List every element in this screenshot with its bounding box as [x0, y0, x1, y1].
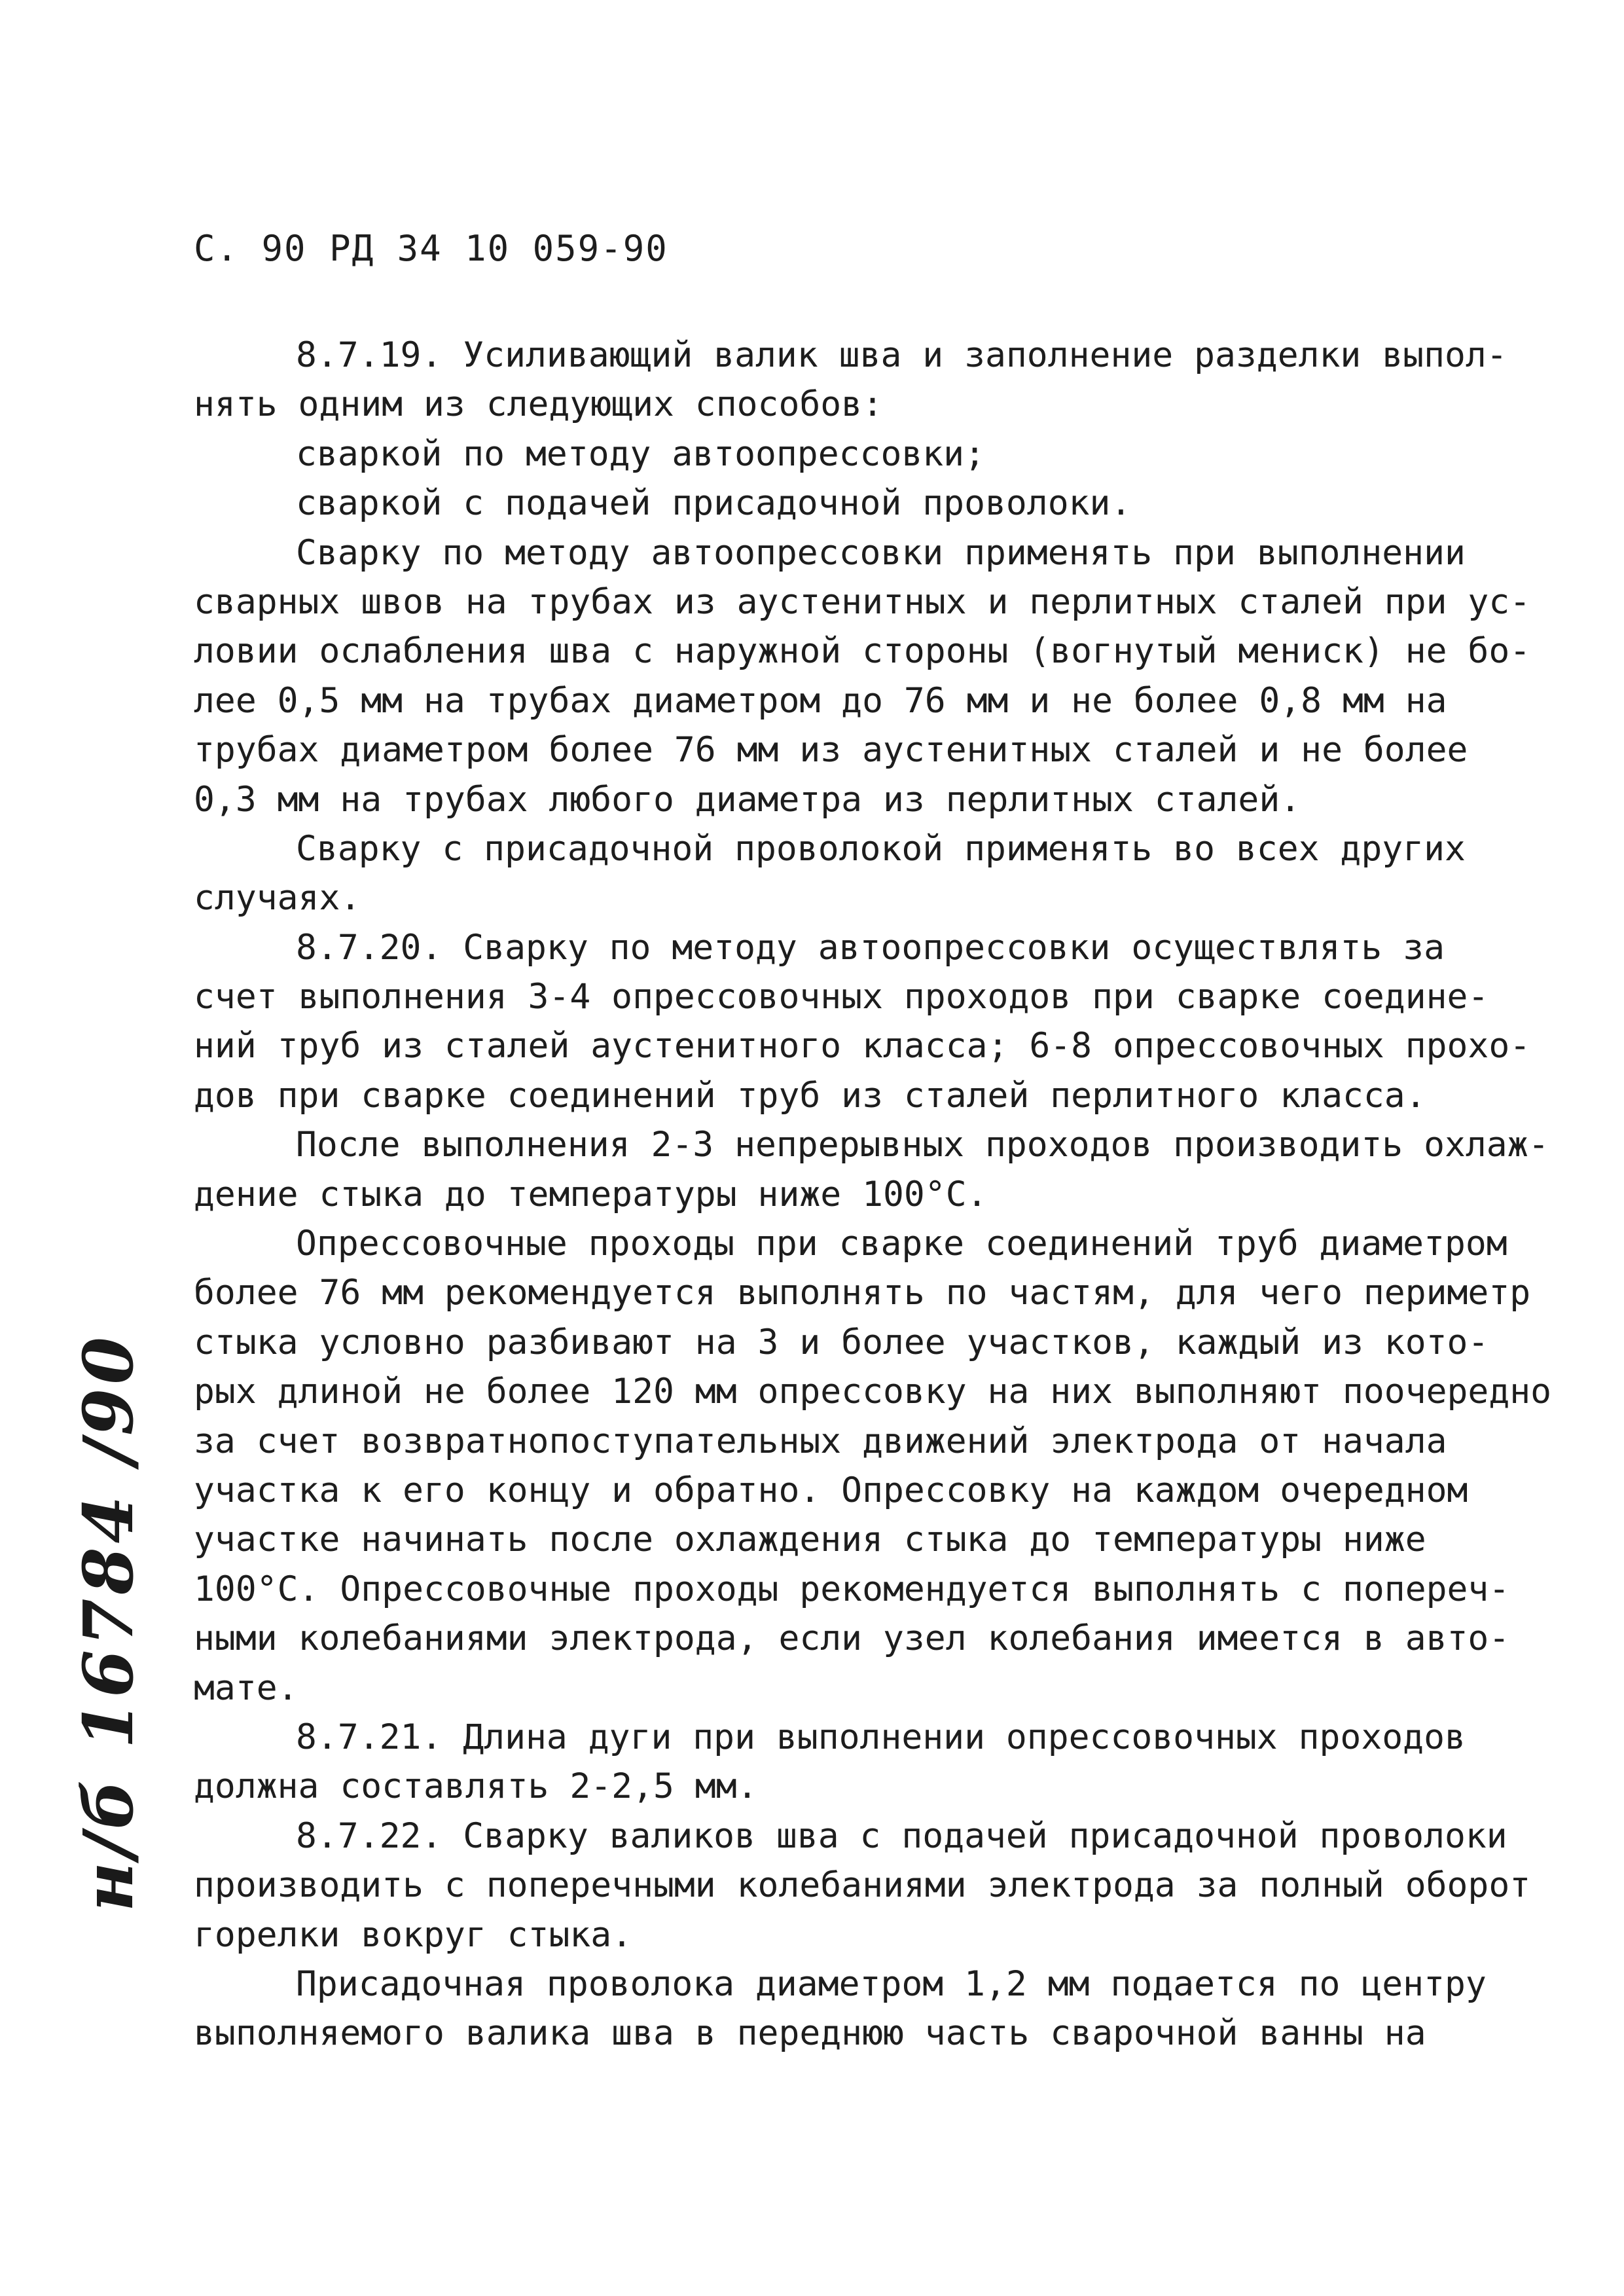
text-line: выполняемого валика шва в переднюю часть сварочной ванны на: [194, 2013, 1426, 2054]
text-line: дов при сварке соединений труб из сталей перлитного класса.: [194, 1075, 1426, 1116]
text-line: ными колебаниями электрода, если узел колебания имеется в авто-: [194, 1618, 1510, 1659]
text-line: Сварку по методу автоопрессовки применять при выполнении: [296, 532, 1466, 573]
text-line: производить с поперечными колебаниями электрода за полный оборот: [194, 1865, 1531, 1906]
text-line: участке начинать после охлаждения стыка до температуры ниже: [194, 1520, 1426, 1560]
body-text: [194, 331, 1552, 2058]
archive-stamp: н/б 16784 /90: [68, 1333, 149, 1912]
text-line: 100°С. Опрессовочные проходы рекомендуется выполнять с попереч-: [194, 1569, 1510, 1609]
text-line: сваркой с подачей присадочной проволоки.: [296, 483, 1132, 524]
text-line: Присадочная проволока диаметром 1,2 мм подается по центру: [296, 1963, 1487, 2004]
text-line: участка к его концу и обратно. Опрессовку на каждом очередном: [194, 1470, 1468, 1510]
text-line: 8.7.22. Сварку валиков шва с подачей присадочной проволоки: [296, 1815, 1507, 1856]
text-line: ловии ослабления шва с наружной стороны (вогнутый мениск) не бо-: [194, 631, 1531, 672]
text-line: После выполнения 2-3 непрерывных проходов производить охлаж-: [296, 1125, 1549, 1165]
text-line: более 76 мм рекомендуется выполнять по частям, для чего периметр: [194, 1273, 1531, 1313]
text-line: рых длиной не более 120 мм опрессовку на них выполняют поочередно: [194, 1372, 1552, 1412]
text-line: случаях.: [194, 878, 361, 919]
text-line: горелки вокруг стыка.: [194, 1914, 633, 1955]
text-line: 8.7.20. Сварку по методу автоопрессовки осуществлять за: [296, 927, 1445, 968]
text-line: лее 0,5 мм на трубах диаметром до 76 мм и не более 0,8 мм на: [194, 680, 1447, 721]
text-line: Опрессовочные проходы при сварке соединений труб диаметром: [296, 1224, 1507, 1264]
text-line: нять одним из следующих способов:: [194, 384, 883, 425]
text-line: за счет возвратнопоступательных движений электрода от начала: [194, 1421, 1447, 1461]
text-line: 8.7.21. Длина дуги при выполнении опрессовочных проходов: [296, 1717, 1466, 1757]
text-line: 0,3 мм на трубах любого диаметра из перлитных сталей.: [194, 779, 1301, 820]
text-line: 8.7.19. Усиливающий валик шва и заполнение разделки выпол-: [296, 335, 1507, 375]
text-line: сварных швов на трубах из аустенитных и перлитных сталей при ус-: [194, 581, 1531, 622]
text-line: сваркой по методу автоопрессовки;: [296, 433, 985, 474]
page-header: С. 90 РД 34 10 059-90: [194, 228, 668, 269]
text-line: трубах диаметром более 76 мм из аустенитных сталей и не более: [194, 730, 1468, 771]
text-line: Сварку с присадочной проволокой применять во всех других: [296, 828, 1466, 869]
text-line: должна составлять 2-2,5 мм.: [194, 1766, 758, 1807]
text-line: дение стыка до температуры ниже 100°С.: [194, 1174, 988, 1214]
text-line: стыка условно разбивают на 3 и более участков, каждый из кото-: [194, 1322, 1489, 1362]
text-line: счет выполнения 3-4 опрессовочных проходов при сварке соедине-: [194, 977, 1489, 1017]
text-line: ний труб из сталей аустенитного класса; 6-8 опрессовочных прохо-: [194, 1026, 1531, 1066]
text-line: мате.: [194, 1667, 298, 1708]
